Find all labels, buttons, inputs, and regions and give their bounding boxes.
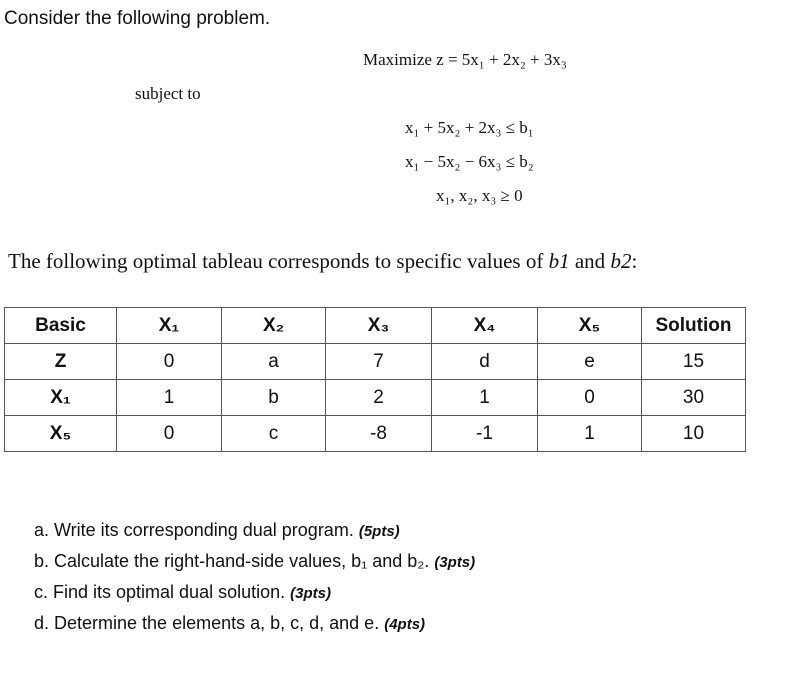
tableau-intro-before: The following optimal tableau corresponds to specific values of [8,249,549,273]
header-basic: Basic [5,308,117,344]
question-c [34,579,475,610]
table-cell: 2 [326,380,432,416]
question-d [34,610,475,641]
table-cell: 15 [642,344,746,380]
table-cell: e [538,344,642,380]
question-list [34,517,475,641]
constraint-2: x₁ − 5x₂ − 6x₃ ≤ b₂ [405,152,534,171]
subject-to-label: subject to [135,84,201,103]
table-cell: -1 [432,416,538,452]
header-x2: X₂ [222,308,326,344]
question-b [34,548,475,579]
table-cell: 7 [326,344,432,380]
question-text: a. Write its corresponding dual program. [34,520,354,540]
question-points: (3pts) [434,554,476,571]
table-cell: Z [5,344,117,380]
nonnegativity-constraint: x₁, x₂, x₃ ≥ 0 [436,186,523,205]
tableau-intro-after: : [631,249,638,273]
table-row-x5 [5,416,746,452]
table-cell: 1 [432,380,538,416]
header-solution: Solution [642,308,746,344]
tableau-intro-middle: and [569,249,611,273]
table-cell: 0 [117,416,222,452]
table-cell: 10 [642,416,746,452]
table-cell: 0 [117,344,222,380]
question-a [34,517,475,548]
table-cell: 30 [642,380,746,416]
table-cell: 0 [538,380,642,416]
table-cell: c [222,416,326,452]
header-x1: X₁ [117,308,222,344]
objective-function: Maximize z = 5x₁ + 2x₂ + 3x₃ [363,50,567,69]
optimal-tableau [4,307,746,452]
question-text: b. Calculate the right-hand-side values, b₁ and b₂. [34,551,430,571]
tableau-intro-b2: b2 [610,249,632,273]
table-cell: 1 [538,416,642,452]
constraint-1: x₁ + 5x₂ + 2x₃ ≤ b₁ [405,118,534,137]
header-x5: X₅ [538,308,642,344]
table-cell: a [222,344,326,380]
table-cell: b [222,380,326,416]
question-points: (5pts) [358,523,400,540]
table-cell: X₁ [5,380,117,416]
question-text: c. Find its optimal dual solution. [34,582,286,602]
table-cell: -8 [326,416,432,452]
table-cell: 1 [117,380,222,416]
question-text: d. Determine the elements a, b, c, d, and e. [34,613,380,633]
question-points: (4pts) [384,616,426,633]
table-cell: X₅ [5,416,117,452]
question-points: (3pts) [290,585,331,602]
header-x4: X₄ [432,308,538,344]
table-row-x1 [5,380,746,416]
intro-text: Consider the following problem. [4,8,271,29]
table-row-z [5,344,746,380]
header-x3: X₃ [326,308,432,344]
tableau-intro-text [8,249,637,274]
table-cell: d [432,344,538,380]
tableau-intro-b1: b1 [548,249,570,273]
table-header-row [5,308,746,344]
